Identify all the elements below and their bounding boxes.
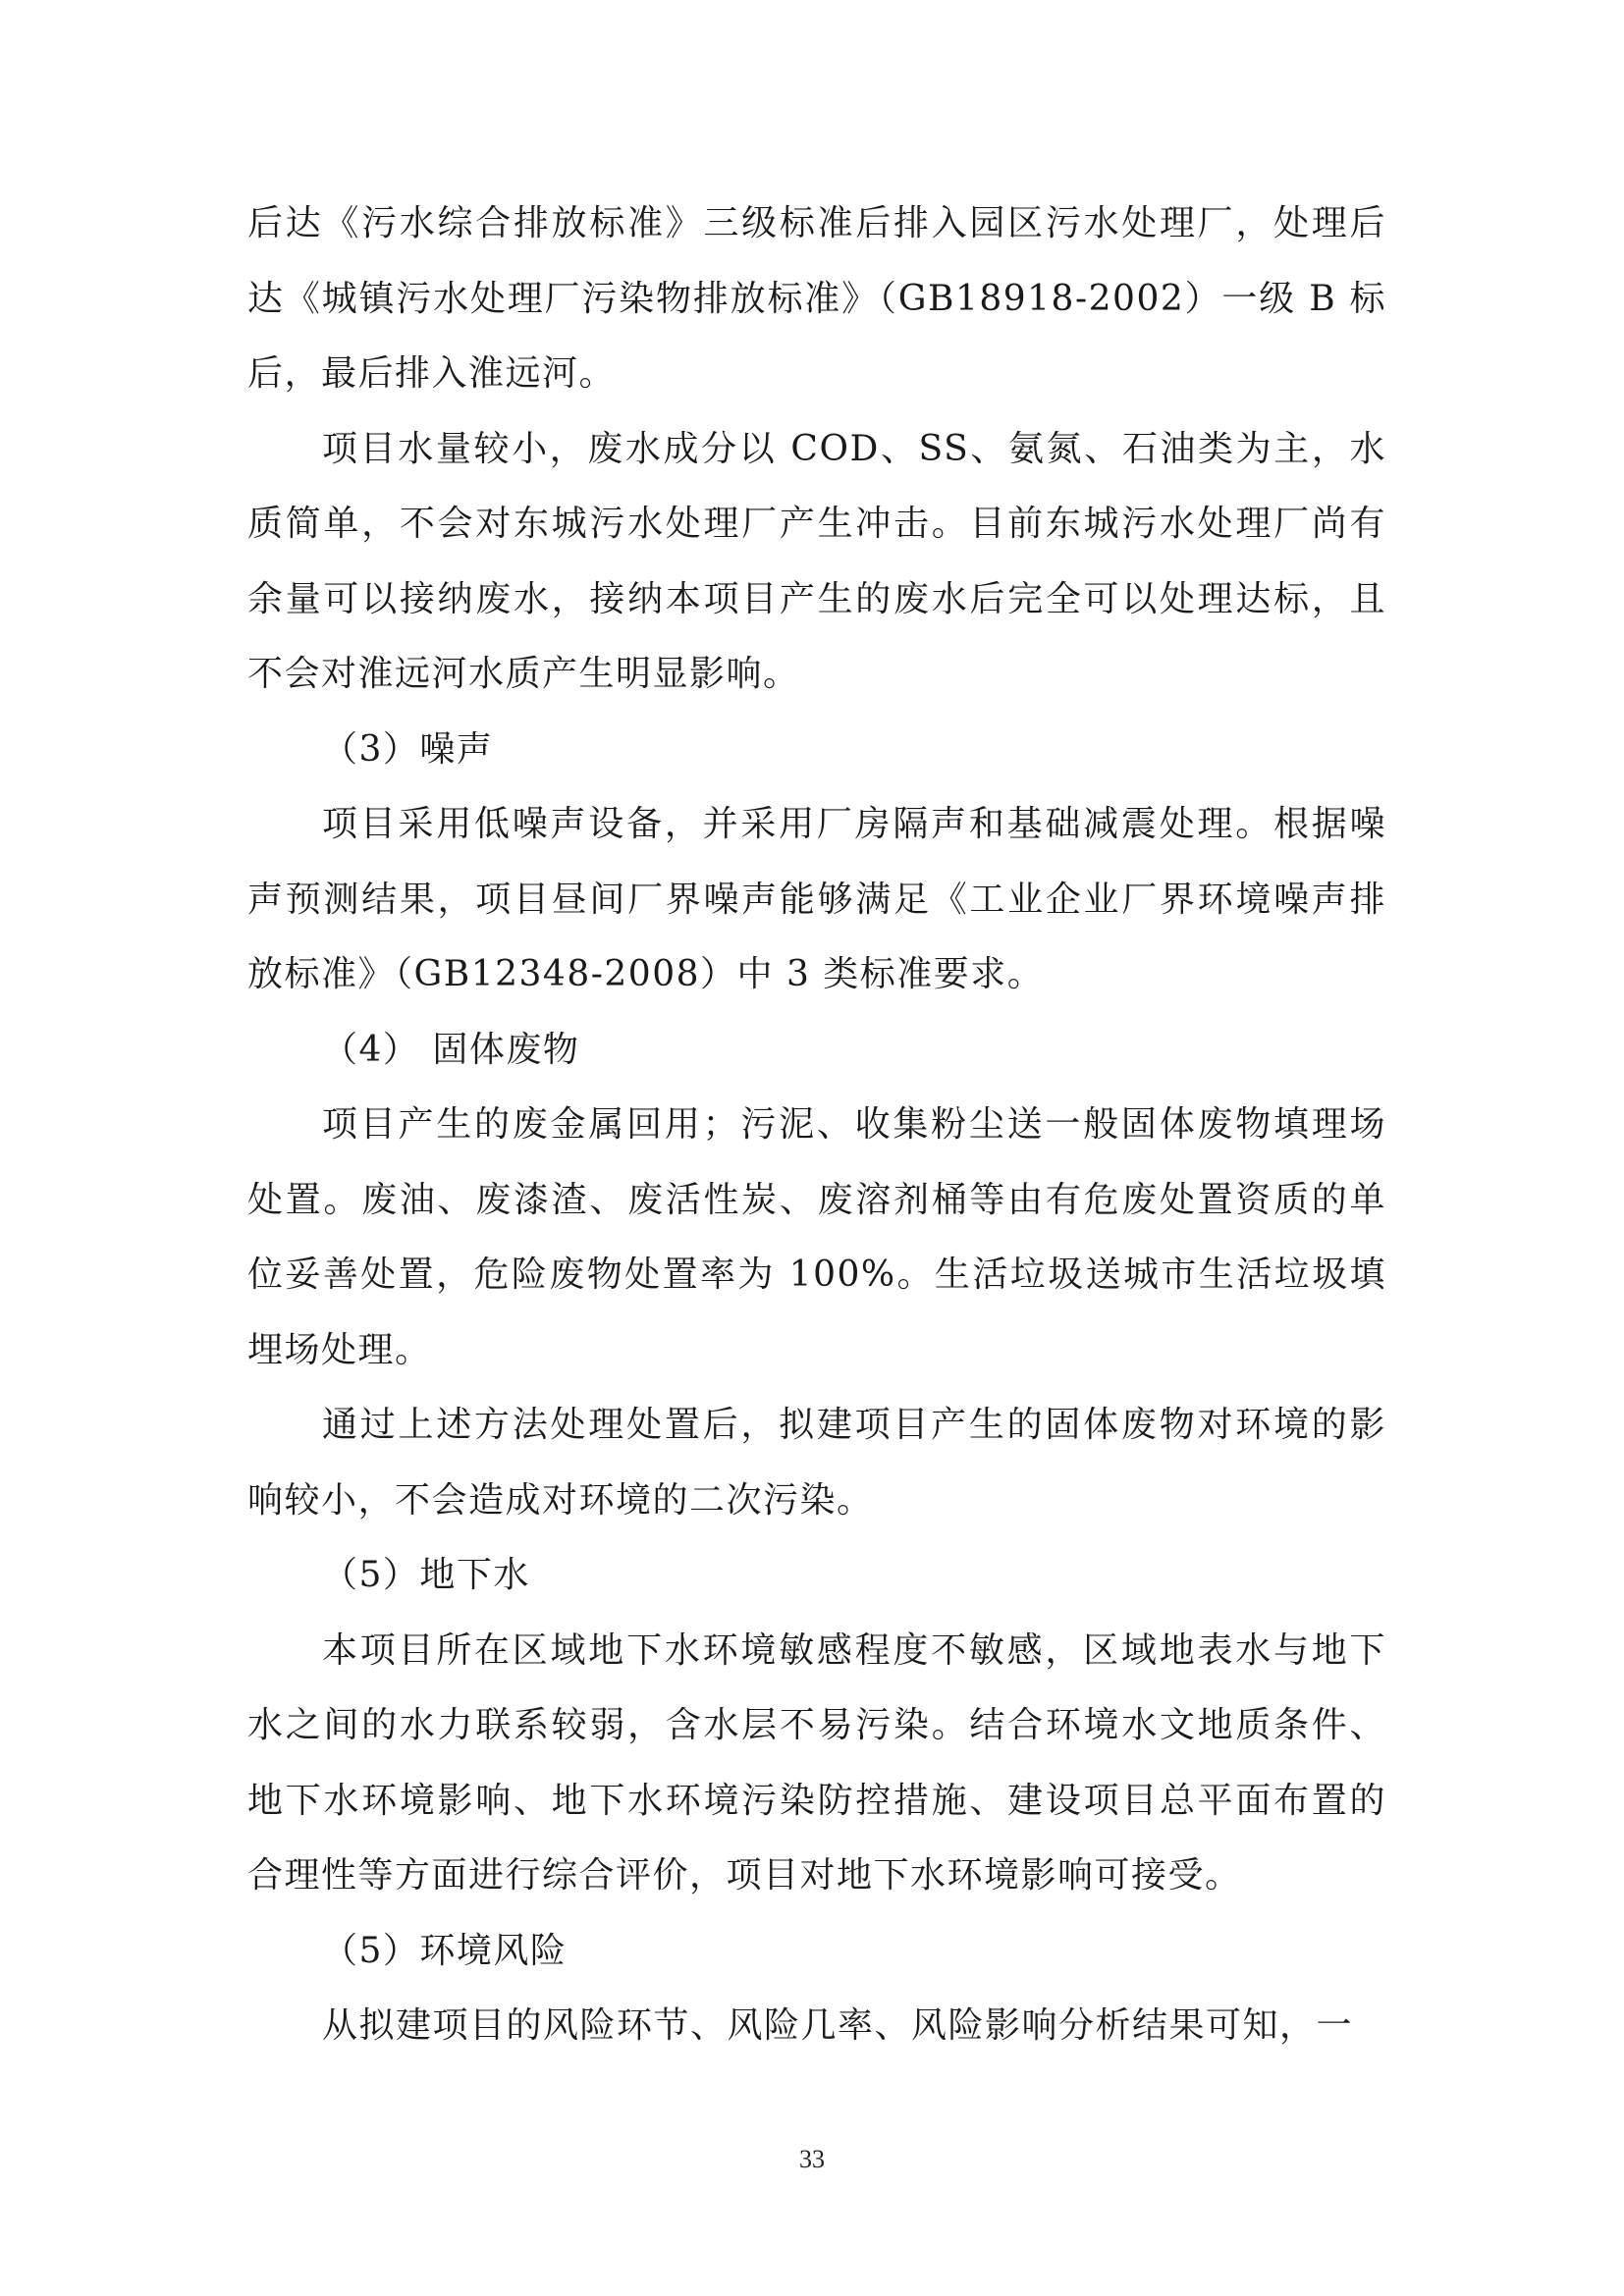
- section-heading-solid-waste: （4） 固体废物: [322, 1029, 580, 1070]
- paragraph-environmental-risk: 从拟建项目的风险环节、风险几率、风险影响分析结果可知，一: [322, 2005, 1354, 2046]
- paragraph-groundwater: 本项目所在区域地下水环境敏感程度不敏感，区域地表水与地下水之间的水力联系较弱，含水层不易污染。结合环境水文地质条件、地下水环境影响、地下水环境污染防控措施、建设项目总平面布置的合理性等方面进行综合评价，项目对地下水环境影响可接受。: [247, 1629, 1386, 1896]
- paragraph-noise: 项目采用低噪声设备，并采用厂房隔声和基础减震处理。根据噪声预测结果，项目昼间厂界噪声能够满足《工业企业厂界环境噪声排放标准》（GB12348-2008）中 3 类标准要求。: [247, 804, 1386, 994]
- paragraph-wastewater-standard: 后达《污水综合排放标准》三级标准后排入园区污水处理厂，处理后达《城镇污水处理厂污染物排放标准》（GB18918-2002）一级 B 标后，最后排入淮远河。: [247, 203, 1386, 394]
- section-heading-noise: （3）噪声: [322, 728, 494, 770]
- paragraph-solid-waste-summary: 通过上述方法处理处置后，拟建项目产生的固体废物对环境的影响较小，不会造成对环境的二次污染。: [247, 1405, 1386, 1521]
- page-number: 33: [799, 2145, 825, 2173]
- paragraph-solid-waste: 项目产生的废金属回用；污泥、收集粉尘送一般固体废物填理场处置。废油、废漆渣、废活性炭、废溶剂桶等由有危废处置资质的单位妥善处置，危险废物处置率为 100%。生活垃圾送城市生活垃圾填埋场处理。: [247, 1104, 1386, 1370]
- section-heading-groundwater: （5）地下水: [322, 1555, 530, 1595]
- page-body: [247, 187, 1386, 2064]
- section-heading-environmental-risk: （5）环境风险: [322, 1930, 568, 1971]
- paragraph-wastewater-impact: 项目水量较小，废水成分以 COD、SS、氨氮、石油类为主，水质简单，不会对东城污水处理厂产生冲击。目前东城污水处理厂尚有余量可以接纳废水，接纳本项目产生的废水后完全可以处理达标，且不会对淮远河水质产生明显影响。: [247, 428, 1386, 694]
